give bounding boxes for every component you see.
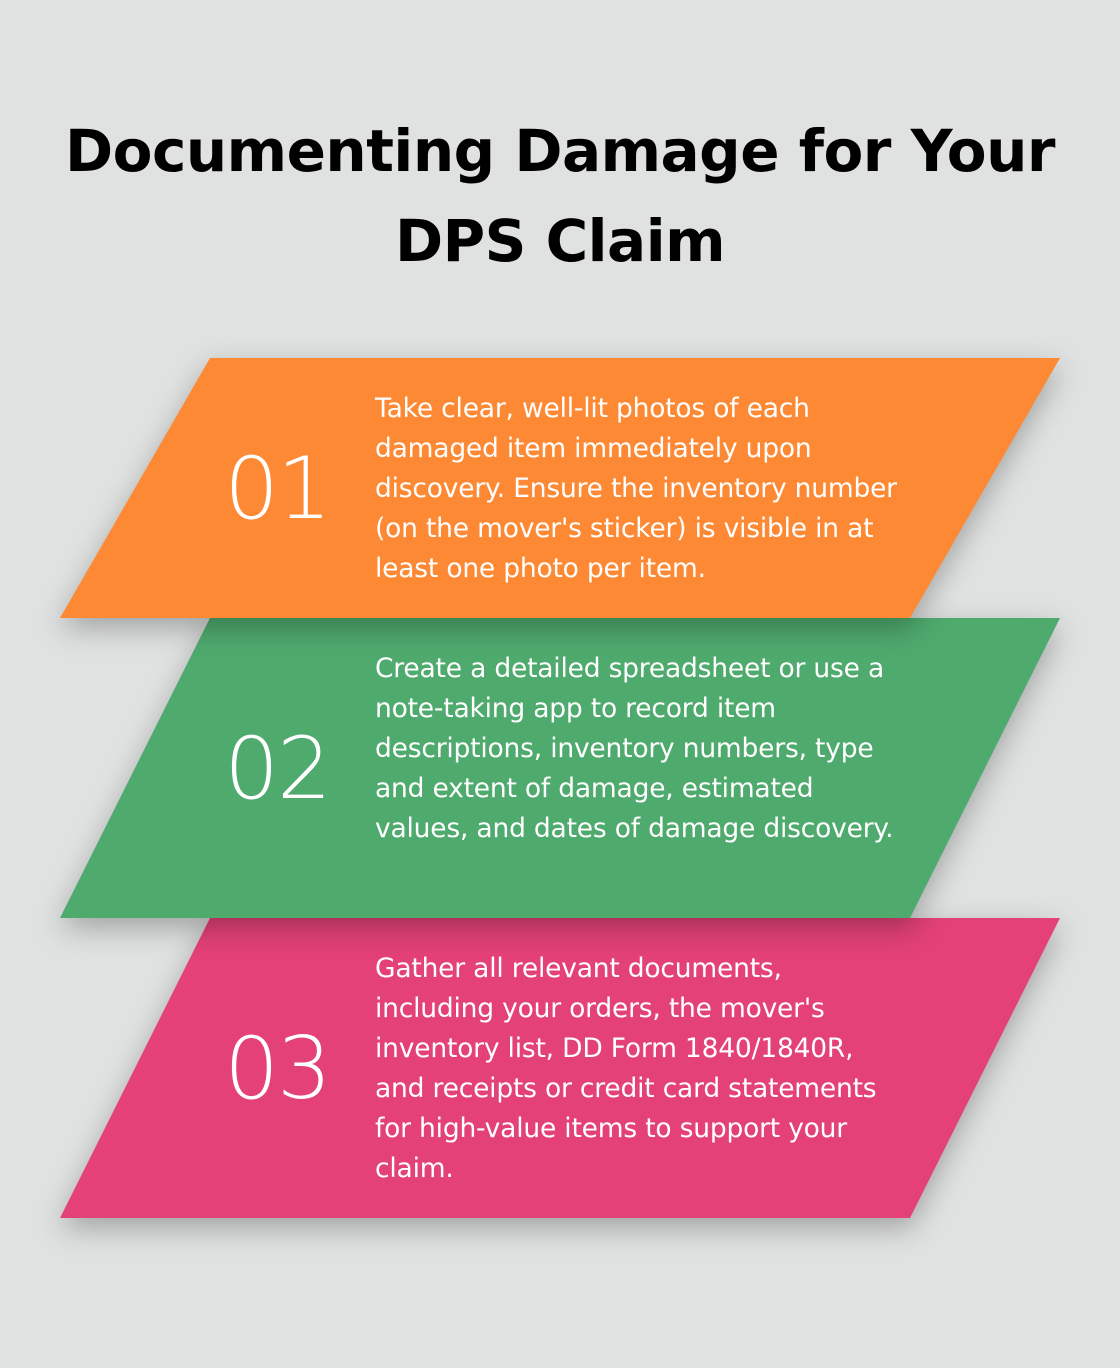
- step-description: Take clear, well-lit photos of each damaged item immediately upon discovery. Ensure the inventory number (on the mover's sticker) is visible in at least one photo per item.: [375, 393, 897, 584]
- step-card-2: [0, 618, 1120, 918]
- step-card-3: [0, 918, 1120, 1218]
- page-title: Documenting Damage for Your DPS Claim: [64, 117, 1056, 275]
- step-description: Create a detailed spreadsheet or use a note-taking app to record item descriptions, inventory numbers, type and extent of damage, estimated values, and dates of damage discovery.: [375, 653, 894, 844]
- step-number: 02: [224, 719, 330, 819]
- step-description: Gather all relevant documents, including your orders, the mover's inventory list, DD Form 1840/1840R, and receipts or credit card statements for high-value items to support your claim.: [375, 953, 877, 1184]
- step-card-1: [0, 358, 1120, 618]
- step-number: 03: [224, 1019, 330, 1119]
- step-number: 01: [224, 439, 330, 539]
